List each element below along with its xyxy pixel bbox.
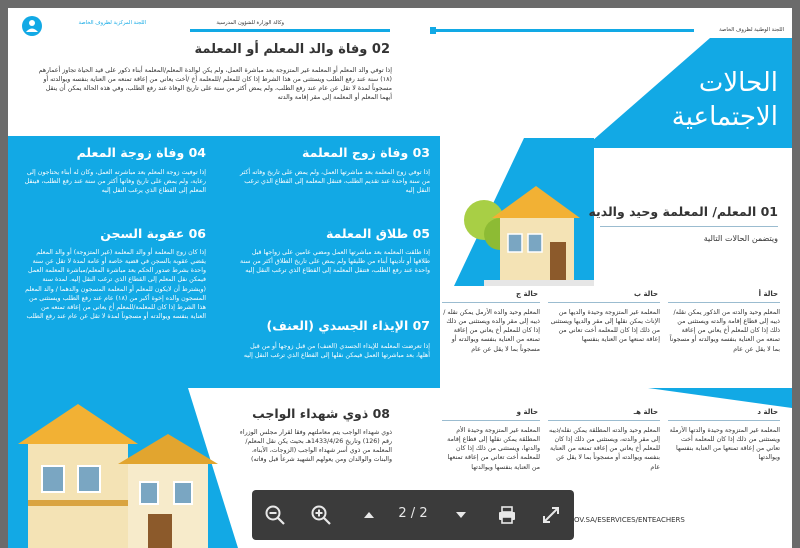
section-02-heading: 02 وفاة والد المعلم أو المعلمة xyxy=(194,42,390,57)
section-05-body: إذا طلقت المعلمة بعد مباشرتها العمل ومضي عامين على زواجها قبل طلاقها أو تأديتها أبناء من طليقها ولم يمض على تاريخ الطلاق أكثر من سنة واحدة عند رفع الطلب، فتنقل المعلمة إلى القطاع الذي ترغب النقل إليه xyxy=(239,249,430,275)
case-f-divider xyxy=(442,420,540,421)
middle-right-wedge xyxy=(648,388,792,408)
triangle-up-icon xyxy=(358,504,380,526)
case-b-body: المعلمة غير المتزوجة وحيدة والديها من الإناث يمكن نقلها إلى مقر والديها ويستثنى من ذلك إذا كان للمعلمة أخت تعاني من إعاقة تمنعها من العناية بنفسها xyxy=(550,309,660,344)
house-illustration-bottom xyxy=(8,404,218,548)
footer-url[interactable]: OV.SA/ESERVICES/ENTEACHERS xyxy=(574,516,685,524)
section-06-heading: 06 عقوبة السجن xyxy=(100,226,206,241)
section-08-heading: 08 ذوي شهداء الواجب xyxy=(252,406,390,421)
page-count: 2 / 2 xyxy=(398,506,428,521)
fullscreen-button[interactable] xyxy=(540,504,562,526)
zoom-in-icon xyxy=(310,504,332,526)
section-08-body: ذوي شهداء الواجب يتم معاملتهم وفقا لقرار مجلس الوزراء رقم (126) وتاريخ 1433/4/26هـ بحيث يكن نقل المعلم/المعلمة من ذوي أسر شهداء الواجب (الزوجات، الأبناء، والبنات والوالدان ومن يعولهم الشهيد شرعاً قبل وفاته) xyxy=(239,429,392,464)
section-01-heading: 01 المعلم/ المعلمة وحيد والديه xyxy=(588,204,778,219)
right-header-bar xyxy=(432,29,694,32)
zoom-out-button[interactable] xyxy=(264,504,286,526)
case-d-body: المعلمة غير المتزوجة وحيدة والدتها الأرملة ويستثنى من ذلك إذا كان للمعلمة أخت تعاني من إعاقة تمنعها من العناية بنفسها ويوالدتها xyxy=(669,427,780,462)
section-06-body: إذا كان زوج المعلمة أو والد المعلمة (غير المتزوجة) أو والد المعلم يقضي عقوبة بالسجن في قضية خاصة أو عامة لمدة لا تقل عن سنة واحدة بشرط صدور الحكم بعد مباشرة المعلم/مباشرة المعلمة العمل فيمكن نقل المعلم إلى القطاع الذي ترغب النقل إليه. لمدة سنة (ويشترط أن لايكون للمعلم أو المعلمة المسجون والدهما / والد المعلم المسجون والده إخوة أكبر من (١٨) عام عند رفع الطلب ويستثنى من هذا الشرط إذا كان للمعلمة/للمعلم أخ يعاني من إعاقة تمنعه من العناية بنفسه ويوالدته أو مسجوناً لمدة لا تقل عن عام عند رفع الطلب xyxy=(25,249,206,320)
right-header-org: اللجنة الوطنية لظروف الخاصة xyxy=(719,27,784,33)
pdf-viewer-toolbar xyxy=(252,490,574,540)
zoom-out-icon xyxy=(264,504,286,526)
section-07-heading: 07 الإيذاء الجسدي (العنف) xyxy=(266,318,430,333)
case-f-body: المعلمة غير المتزوجة وحيدة الأم المطلقة يمكن نقلها إلى قطاع إقامة والدتها، ويستثنى من ذلك إذا كان للمعلمة أخت تعاني من إعاقة تمنعها من العناية بنفسها ويوالدتها xyxy=(447,427,540,471)
case-a-body: المعلم وحيد والدته من الذكور يمكن نقله/ ذيبه إلى قطاع إقامة والدته ويستثنى من ذلك إذا كان للمعلم أخ يعاني من إعاقة تمنعه من العناية بنفسه ويوالدته أو مسجوناً بما لا يقل عن عام xyxy=(669,309,780,353)
case-c-divider xyxy=(442,302,540,303)
left-header-bar xyxy=(190,29,390,32)
zoom-in-button[interactable] xyxy=(310,504,332,526)
printer-icon xyxy=(496,504,518,526)
section-04-heading: 04 وفاة زوجة المعلم xyxy=(76,145,206,160)
house-illustration-middle xyxy=(454,138,594,286)
section-02-body: إذا توفي والد المعلم أو المعلمة غير المتزوجة بعد مباشرة العمل، ولم يكن لوالدة المعلم/المعلمة أبناء ذكور على قيد الحياة تجاوز أعمارهم (١٨) سنة عند رفع الطلب ويستثنى من هذا الشرط إذا كان للمعلم /للمعلمة أخ /أخت يعاني من إعاقة تمنعه من العناية بنفسه ويوالدته أو مسجوناً لمدة لا تقل عن عام عند رفع الطلب، ولم يمض أكثر من سنة على تاريخ الوفاة عند رفع الطلب، وفي هذه الحالة يمكن أن ينقل أيهما المعلم أو المعلمة إلى مقر إقامة والدته xyxy=(38,67,392,102)
triangle-down-icon xyxy=(450,504,472,526)
case-b-title: حالة ب xyxy=(633,290,658,298)
section-01-divider xyxy=(600,226,778,227)
previous-page-button[interactable] xyxy=(358,504,380,526)
print-button[interactable] xyxy=(496,504,518,526)
case-d-divider xyxy=(668,420,780,421)
section-05-heading: 05 طلاق المعلمة xyxy=(325,226,430,241)
next-page-button[interactable] xyxy=(450,504,472,526)
expand-icon xyxy=(540,504,562,526)
case-d-title: حالة د xyxy=(757,408,778,416)
page-title-line1: الحالات xyxy=(698,68,778,98)
section-07-body: إذا تعرضت المعلمة للإيذاء الجسدي (العنف) من قبل زوجها أو من قبل أهلها، بعد مباشرتها العمل فيمكن نقلها إلى القطاع الذي ترغب النقل إليه xyxy=(243,343,430,360)
people-logo-icon xyxy=(22,16,42,36)
section-04-body: إذا توفيت زوجة المعلم بعد مباشرته العمل، وكان له أبناء يحتاجون إلى رعاية، ولم يمض على تاريخ وفاتها أكثر من سنة عند رفع الطلب، فينقل المعلم إلى القطاع الذي يرغب النقل إليه xyxy=(24,169,206,195)
document-page xyxy=(8,8,792,548)
case-c-title: حالة ج xyxy=(515,290,538,298)
right-header-square xyxy=(430,27,436,34)
case-f-title: حالة و xyxy=(516,408,538,416)
case-e-body: المعلم وحيد والدته المطلقة يمكن نقله/ذيبه إلى مقر والدته، ويستثنى من ذلك إذا كان للمعلم أخ يعاني من إعاقة تمنعه من العناية بنفسه ويوالدته أو مسجوناً بما لا يقل عن عام xyxy=(548,427,660,471)
case-a-divider xyxy=(668,302,780,303)
section-03-body: إذا توفي زوج المعلمة بعد مباشرتها العمل، ولم يمض على تاريخ وفاته أكثر من سنة واحدة عند تقديم الطلب، فتنقل المعلمة إلى القطاع الذي ترغب النقل إليه xyxy=(239,169,430,195)
case-a-title: حالة أ xyxy=(758,290,778,298)
org-name-primary: اللجنة المركزية لظروف الخاصة xyxy=(78,20,146,26)
case-c-body: المعلم وحيد والده الأرمل يمكن نقله / ذيبه إلى مقر والده ويستثنى من ذلك إذا كان للمعلم أخ يعاني من إعاقة تمنعه من العناية بنفسه ويوالدته أو مسجوناً بما لا يقل عن عام xyxy=(443,309,540,353)
org-name-secondary: وكالة الوزارة للشؤون المدرسية xyxy=(216,20,284,26)
page-title-line2: الاجتماعية xyxy=(671,102,778,132)
case-e-title: حالة هـ xyxy=(633,408,658,416)
case-e-divider xyxy=(548,420,660,421)
section-01-subheading: ويتضمن الحالات التالية xyxy=(703,234,778,243)
case-b-divider xyxy=(548,302,660,303)
org-logo xyxy=(22,16,42,36)
section-03-heading: 03 وفاة زوج المعلمة xyxy=(302,145,430,160)
